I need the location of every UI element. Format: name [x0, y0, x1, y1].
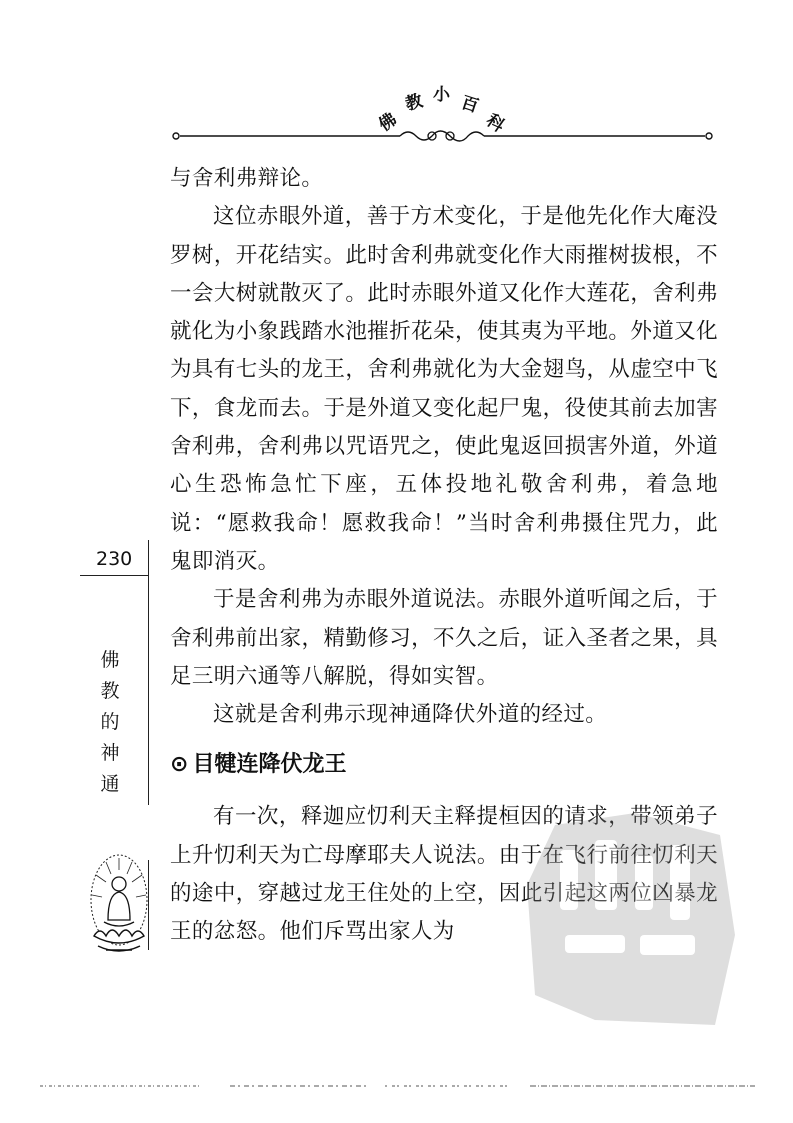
paragraph: 于是舍利弗为赤眼外道说法。赤眼外道听闻之后，于舍利弗前出家，精勤修习，不久之后，证入圣者之果，具足三明六通等八解脱，得如实智。: [170, 587, 718, 689]
book-title-char: 神: [100, 742, 120, 764]
section-heading: [170, 750, 718, 780]
header-char: 科: [482, 110, 508, 137]
section-heading-text: 目犍连降伏龙王: [192, 752, 347, 778]
seal-watermark-icon: [515, 795, 745, 1035]
header-char: 佛: [375, 109, 401, 136]
section-marker-icon: ⊙: [170, 752, 189, 778]
book-title-char: 通: [100, 773, 120, 795]
page-number: 230: [96, 548, 133, 570]
header-char: 小: [433, 85, 450, 105]
page-number-rule: [80, 575, 148, 576]
header-char: 教: [403, 91, 425, 115]
header-char: 百: [458, 92, 481, 118]
paragraph: 与舍利弗辩论。: [170, 166, 324, 191]
header-ornament-rule: [170, 128, 715, 144]
book-title-char: 教: [100, 680, 120, 702]
paragraph: 这位赤眼外道，善于方术变化，于是他先化作大庵没罗树，开花结实。此时舍利弗就变化作大雨摧树拔根，不一会大树就散灭了。此时赤眼外道又化作大莲花，舍利弗就化为小象践踏水池摧折花朵，使其夷为平地。外道又化为具有七头的龙王，舍利弗就化为大金翅鸟，从虚空中飞下，食龙而去。于是外道又变化起尸鬼，役使其前去加害舍利弗，舍利弗以咒语咒之，使此鬼返回损害外道，外道心生恐怖急忙下座，五体投地礼敬舍利弗，着急地说：“愿救我命！愿救我命！”当时舍利弗摄住咒力，此鬼即消灭。: [170, 204, 718, 574]
paragraph: 有一次，释迦应忉利天主释提桓因的请求，带领弟子上升忉利天为亡母摩耶夫人说法。由于在飞行前往忉利天的途中，穿越过龙王住处的上空，因此引起这两位凶暴龙王的忿怒。他们斥骂出家人为: [170, 804, 718, 945]
paragraph: 这就是舍利弗示现神通降伏外道的经过。: [213, 702, 608, 728]
book-title-char: 佛: [100, 649, 120, 671]
book-title-char: 的: [100, 711, 120, 733]
buddha-icon: [86, 850, 152, 965]
scan-noise-strip: [40, 1082, 755, 1090]
vertical-book-title: [97, 645, 123, 800]
margin-vertical-rule: [148, 540, 149, 805]
